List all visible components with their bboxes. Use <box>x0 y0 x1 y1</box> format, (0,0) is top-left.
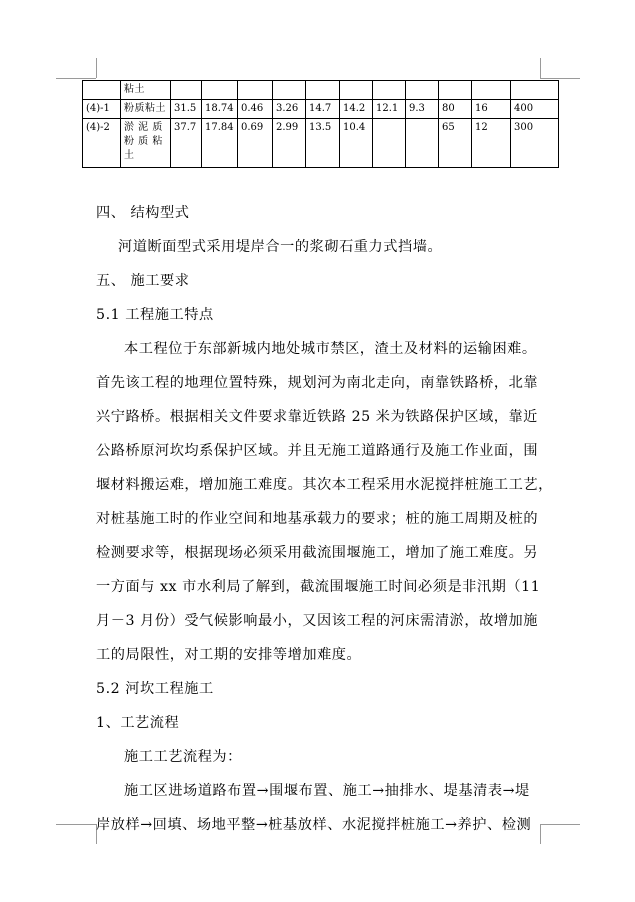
table-cell <box>406 119 439 168</box>
paragraph-line: 一方面与 xx 市水利局了解到，截流围堰施工时间必须是非汛期（11 <box>96 579 541 595</box>
table-cell: 14.7 <box>306 100 340 119</box>
table-cell: 淤 泥 质 粉 质 粘 土 <box>121 119 171 168</box>
paragraph-line: 施工区进场道路布置→围堰布置、施工→抽排水、堤基清表→堤 <box>124 783 530 799</box>
table-cell: 粘土 <box>121 81 171 100</box>
crop-mark-top-right-v <box>540 58 541 78</box>
section-5-1-heading: 5.1 工程施工特点 <box>96 307 214 323</box>
paragraph-line: 工的局限性，对工期的安排等增加难度。 <box>96 647 362 663</box>
table-cell: 2.99 <box>273 119 306 168</box>
table-cell <box>406 81 439 100</box>
table-cell: 粉质粘土 <box>121 100 171 119</box>
table-cell: (4)-2 <box>83 119 121 168</box>
table-cell <box>273 81 306 100</box>
table-cell <box>511 81 559 100</box>
paragraph-line: 公路桥原河坎均系保护区域。并且无施工道路通行及施工作业面，围 <box>96 443 539 459</box>
table-cell <box>373 119 406 168</box>
table-row <box>83 100 559 119</box>
table-cell: 10.4 <box>340 119 373 168</box>
crop-mark-bottom-left-h <box>56 824 96 825</box>
table-cell: 17.84 <box>202 119 238 168</box>
table-cell <box>439 81 472 100</box>
paragraph-line: 检测要求等，根据现场必须采用截流围堰施工，增加了施工难度。另 <box>96 545 539 561</box>
table-cell: 3.26 <box>273 100 306 119</box>
table-cell <box>83 81 121 100</box>
paragraph-line: 首先该工程的地理位置特殊，规划河为南北走向，南靠铁路桥，北靠 <box>96 375 539 391</box>
table-cell <box>171 81 202 100</box>
table-cell: 80 <box>439 100 472 119</box>
table-cell: 300 <box>511 119 559 168</box>
crop-mark-top-right-h <box>540 78 580 79</box>
table-cell: 12 <box>472 119 511 168</box>
table-cell: (4)-1 <box>83 100 121 119</box>
paragraph-line: 月－3 月份）受气候影响最小，又因该工程的河床需清淤，故增加施 <box>96 613 539 629</box>
paragraph-line: 堰材料搬运难，增加施工难度。其次本工程采用水泥搅拌桩施工工艺， <box>96 477 553 493</box>
section-5-heading: 五、 施工要求 <box>96 273 190 289</box>
table-cell: 400 <box>511 100 559 119</box>
crop-mark-top-left-h <box>56 78 96 79</box>
table-cell: 37.7 <box>171 119 202 168</box>
table-cell: 13.5 <box>306 119 340 168</box>
paragraph-line: 岸放样→回填、场地平整→桩基放样、水泥搅拌桩施工→养护、检测 <box>96 817 532 833</box>
table-cell: 0.46 <box>238 100 273 119</box>
table-cell <box>202 81 238 100</box>
soil-parameter-table <box>82 80 559 168</box>
paragraph-line: 对桩基施工时的作业空间和地基承载力的要求；桩的施工周期及桩的 <box>96 511 539 527</box>
table-cell <box>373 81 406 100</box>
table-row <box>83 119 559 168</box>
table-cell: 0.69 <box>238 119 273 168</box>
table-cell: 16 <box>472 100 511 119</box>
crop-mark-bottom-right-h <box>540 824 580 825</box>
item-1-intro: 施工工艺流程为： <box>124 749 242 765</box>
table-cell: 14.2 <box>340 100 373 119</box>
paragraph-line: 兴宁路桥。根据相关文件要求靠近铁路 25 米为铁路保护区域，靠近 <box>96 409 538 425</box>
table-cell: 9.3 <box>406 100 439 119</box>
section-4-heading: 四、 结构型式 <box>96 205 190 221</box>
table-cell <box>306 81 340 100</box>
table-cell: 12.1 <box>373 100 406 119</box>
item-1-heading: 1、工艺流程 <box>96 715 180 731</box>
table-cell <box>238 81 273 100</box>
paragraph-line: 本工程位于东部新城内地处城市禁区，渣土及材料的运输困难。 <box>124 341 537 357</box>
table-cell: 65 <box>439 119 472 168</box>
table-cell <box>340 81 373 100</box>
section-5-2-heading: 5.2 河坎工程施工 <box>96 681 214 697</box>
table-cell <box>472 81 511 100</box>
table-cell: 31.5 <box>171 100 202 119</box>
crop-mark-top-left-v <box>96 58 97 78</box>
crop-mark-bottom-right-v <box>540 824 541 844</box>
table-row <box>83 81 559 100</box>
table-cell: 18.74 <box>202 100 238 119</box>
section-4-body: 河道断面型式采用堤岸合一的浆砌石重力式挡墙。 <box>118 239 443 255</box>
